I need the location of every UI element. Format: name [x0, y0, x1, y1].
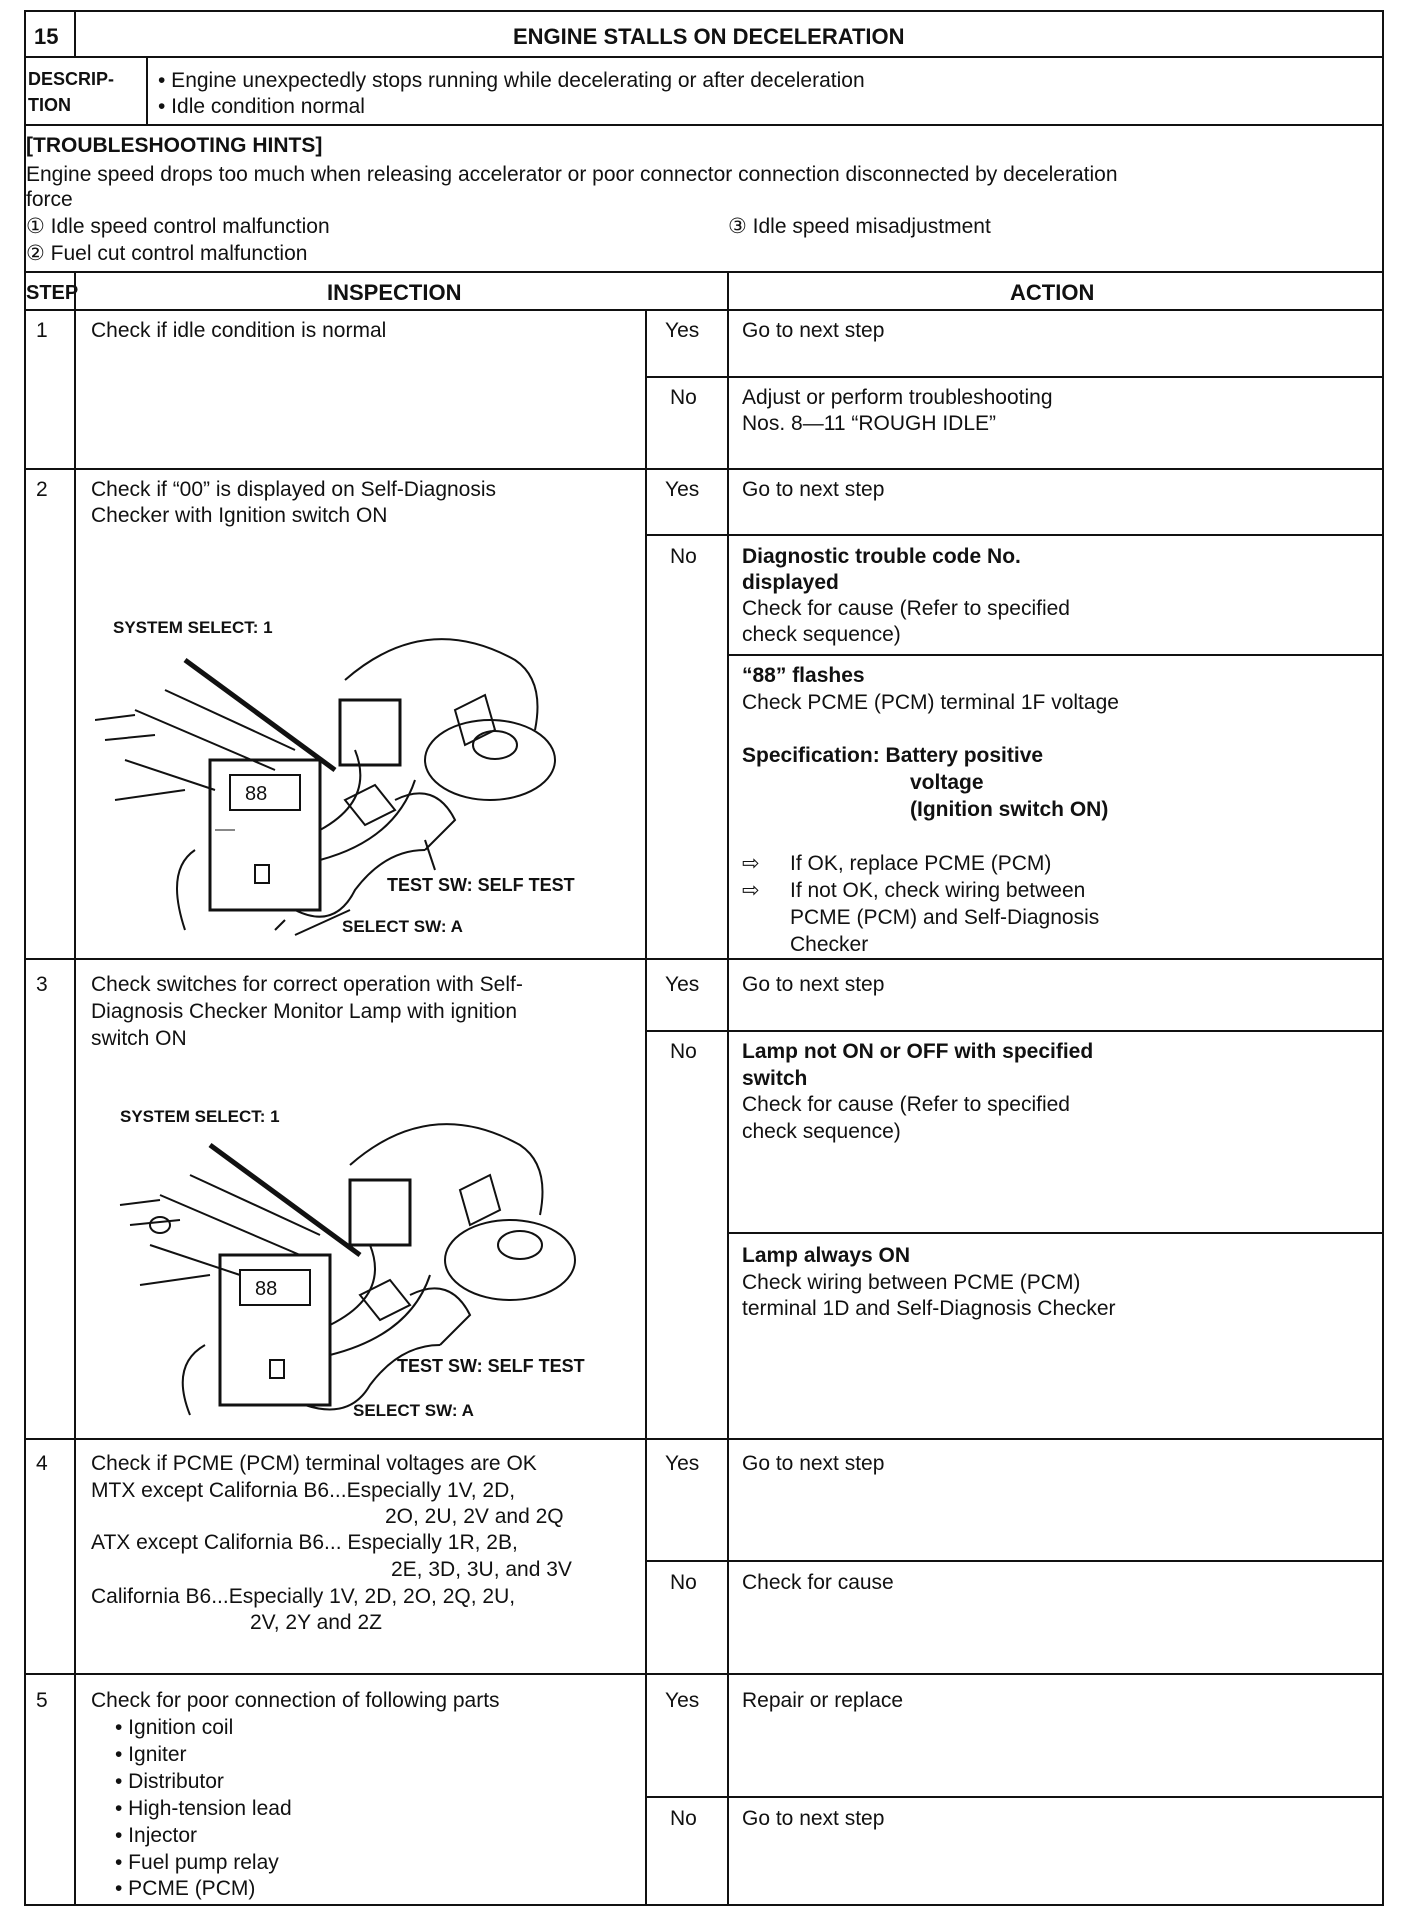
inspection-text: switch ON [91, 1027, 187, 1050]
description-line: • Engine unexpectedly stops running while decelerating or after deceleration [158, 69, 865, 92]
inspection-text: Check if idle condition is normal [91, 319, 387, 342]
inspection-text: Check if PCME (PCM) terminal voltages are OK [91, 1452, 537, 1475]
inspection-text: ATX except California B6... Especially 1R, 2B, [91, 1531, 518, 1554]
action-heading: displayed [742, 571, 839, 594]
action-text: Adjust or perform troubleshooting [742, 386, 1053, 409]
part-item: • Fuel pump relay [115, 1851, 279, 1874]
step-number: 1 [36, 319, 48, 342]
arrow-icon: ⇨ [742, 852, 760, 875]
yes-label: Yes [665, 478, 700, 501]
action-heading: Lamp always ON [742, 1244, 911, 1267]
arrow-icon: ⇨ [742, 879, 760, 902]
yes-label: Yes [665, 1452, 700, 1475]
description-label-2: TION [28, 95, 71, 115]
action-text: If not OK, check wiring between [790, 879, 1086, 902]
step-number: 5 [36, 1689, 48, 1712]
inspection-text: Check switches for correct operation with Self- [91, 973, 523, 996]
hints-item: ③ Idle speed misadjustment [728, 215, 991, 238]
inspection-text: 2V, 2Y and 2Z [250, 1611, 382, 1634]
column-action: ACTION [1010, 280, 1095, 305]
action-text: Repair or replace [742, 1689, 904, 1712]
figure-label-test-sw: TEST SW: SELF TEST [387, 875, 575, 895]
part-item: • Ignition coil [115, 1716, 234, 1739]
figure-label-select-sw: SELECT SW: A [342, 917, 463, 936]
step-number: 2 [36, 478, 48, 501]
hints-item: ① Idle speed control malfunction [26, 215, 330, 238]
step-number: 3 [36, 973, 48, 996]
part-item: • Injector [115, 1824, 198, 1847]
action-text: Check for cause [742, 1571, 894, 1594]
no-label: No [670, 1040, 697, 1063]
section-title: ENGINE STALLS ON DECELERATION [513, 24, 905, 49]
hints-title: [TROUBLESHOOTING HINTS] [26, 134, 323, 157]
action-text: Go to next step [742, 1807, 885, 1830]
figure-label-system-select: SYSTEM SELECT: 1 [113, 618, 273, 637]
action-text: Check for cause (Refer to specified [742, 1093, 1070, 1116]
hints-item: ② Fuel cut control malfunction [26, 242, 308, 265]
action-text: Go to next step [742, 973, 885, 996]
step-number: 4 [36, 1452, 48, 1475]
specification: (Ignition switch ON) [910, 798, 1109, 821]
figure-label-test-sw: TEST SW: SELF TEST [397, 1356, 585, 1376]
specification: Specification: Battery positive [742, 744, 1044, 767]
inspection-text: Check if “00” is displayed on Self-Diagnosis [91, 478, 497, 501]
svg-text:88: 88 [255, 1278, 278, 1300]
no-label: No [670, 386, 697, 409]
action-text: Go to next step [742, 319, 885, 342]
action-heading: switch [742, 1067, 808, 1090]
inspection-text: Check for poor connection of following parts [91, 1689, 500, 1712]
action-text: PCME (PCM) and Self-Diagnosis [790, 906, 1100, 929]
action-heading: Diagnostic trouble code No. [742, 545, 1021, 568]
action-text: check sequence) [742, 623, 901, 646]
action-heading: Lamp not ON or OFF with specified [742, 1040, 1094, 1063]
part-item: • PCME (PCM) [115, 1877, 256, 1900]
action-heading: “88” flashes [742, 664, 865, 687]
inspection-text: MTX except California B6...Especially 1V, 2D, [91, 1479, 516, 1502]
action-text: Checker [790, 933, 869, 956]
inspection-text: California B6...Especially 1V, 2D, 2O, 2Q, 2U, [91, 1585, 516, 1608]
column-step: STEP [26, 282, 79, 304]
action-text: Check PCME (PCM) terminal 1F voltage [742, 691, 1119, 714]
action-text: terminal 1D and Self-Diagnosis Checker [742, 1297, 1116, 1320]
svg-text:88: 88 [245, 783, 268, 805]
figure-label-select-sw: SELECT SW: A [353, 1401, 474, 1420]
yes-label: Yes [665, 973, 700, 996]
figure-label-system-select: SYSTEM SELECT: 1 [120, 1107, 280, 1126]
inspection-text: Diagnosis Checker Monitor Lamp with ignition [91, 1000, 518, 1023]
no-label: No [670, 545, 697, 568]
description-label: DESCRIP- [28, 69, 115, 89]
action-text: Go to next step [742, 478, 885, 501]
action-text: If OK, replace PCME (PCM) [790, 852, 1052, 875]
action-text: Check for cause (Refer to specified [742, 597, 1070, 620]
no-label: No [670, 1571, 697, 1594]
no-label: No [670, 1807, 697, 1830]
hints-text: Engine speed drops too much when releasing accelerator or poor connector connection disconnected by deceleration [26, 163, 1118, 186]
inspection-text: 2O, 2U, 2V and 2Q [385, 1505, 564, 1528]
part-item: • High-tension lead [115, 1797, 292, 1820]
action-text: Nos. 8—11 “ROUGH IDLE” [742, 412, 996, 435]
part-item: • Igniter [115, 1743, 187, 1766]
inspection-text: Checker with Ignition switch ON [91, 504, 388, 527]
action-text: Check wiring between PCME (PCM) [742, 1271, 1081, 1294]
specification: voltage [910, 771, 984, 794]
yes-label: Yes [665, 319, 700, 342]
part-item: • Distributor [115, 1770, 224, 1793]
inspection-text: 2E, 3D, 3U, and 3V [391, 1558, 572, 1581]
action-text: check sequence) [742, 1120, 901, 1143]
yes-label: Yes [665, 1689, 700, 1712]
column-inspection: INSPECTION [327, 280, 462, 305]
description-line: • Idle condition normal [158, 95, 365, 118]
action-text: Go to next step [742, 1452, 885, 1475]
section-number: 15 [34, 24, 59, 49]
hints-text: force [26, 188, 73, 211]
